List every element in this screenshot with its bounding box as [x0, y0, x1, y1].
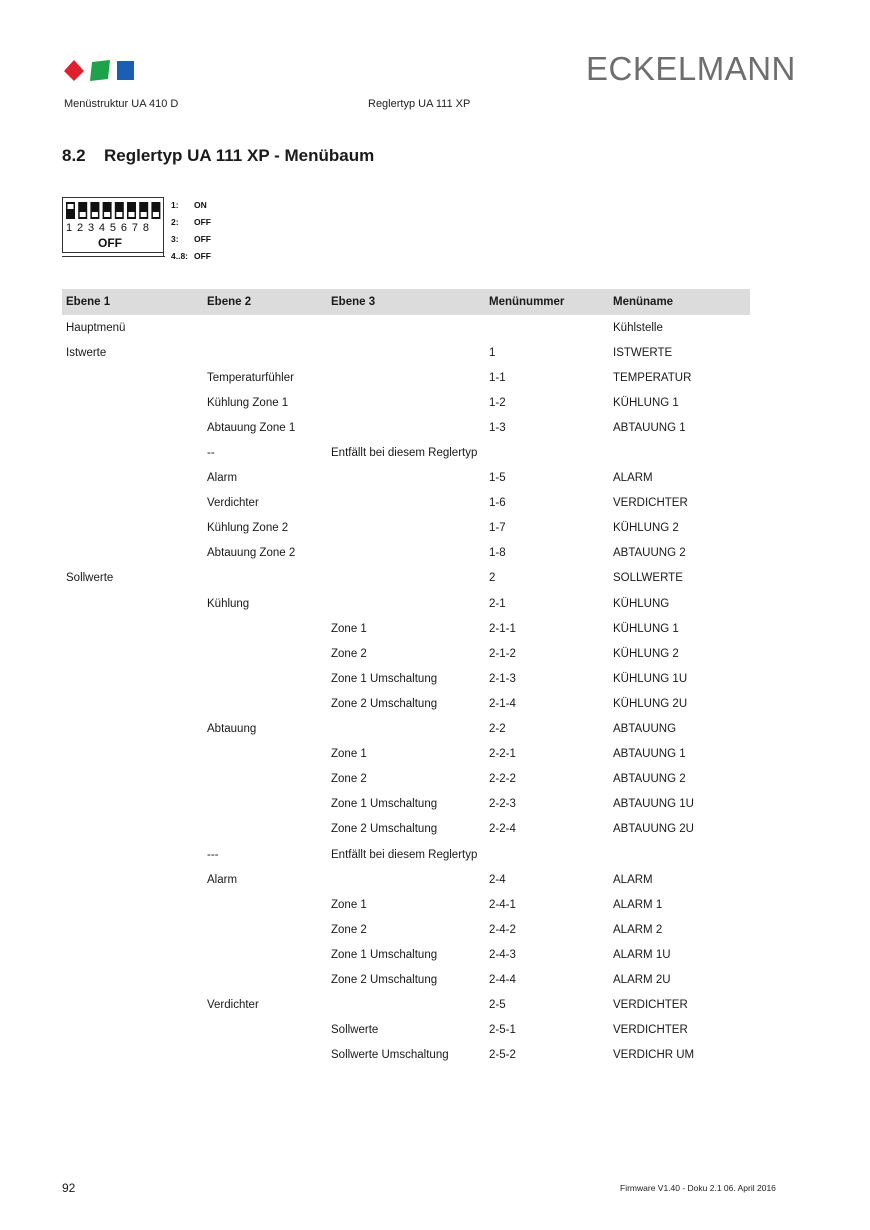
dip-legend-value: OFF — [194, 251, 211, 261]
logo-blue-square — [117, 61, 134, 80]
table-cell: 1-2 — [489, 396, 506, 409]
table-cell: 2-4-3 — [489, 948, 516, 961]
table-cell: 1 — [489, 346, 496, 359]
dip-legend-value: OFF — [194, 234, 211, 244]
table-row — [62, 541, 750, 566]
table-cell: 2-2-1 — [489, 748, 516, 761]
table-cell: 2-1-1 — [489, 622, 516, 635]
table-cell: 2-5 — [489, 999, 506, 1012]
dip-switch-knob — [80, 212, 86, 217]
dip-legend-key: 3: — [171, 234, 179, 244]
table-cell: 2-4-1 — [489, 898, 516, 911]
table-cell: 2-5-1 — [489, 1024, 516, 1037]
table-row — [62, 767, 750, 792]
table-cell: -- — [207, 447, 215, 460]
table-cell: 2-4-2 — [489, 923, 516, 936]
table-row — [62, 440, 750, 465]
table-cell: TEMPERATUR — [613, 371, 692, 384]
table-row — [62, 340, 750, 365]
table-cell: VERDICHTER — [613, 1024, 688, 1037]
table-cell: Abtauung Zone 1 — [207, 421, 296, 434]
table-cell: ABTAUUNG 1 — [613, 421, 686, 434]
column-header-ebene-1: Ebene 1 — [66, 296, 111, 308]
column-header-menuname: Menüname — [613, 296, 674, 308]
table-cell: ALARM — [613, 472, 653, 485]
dip-legend — [171, 200, 211, 268]
table-cell: 2-4-4 — [489, 973, 516, 986]
table-cell: Alarm — [207, 873, 238, 886]
menu-tree-table — [62, 289, 750, 1068]
table-cell: Zone 2 Umschaltung — [331, 823, 438, 836]
dip-legend-row — [171, 217, 211, 234]
table-row — [62, 942, 750, 967]
table-row — [62, 817, 750, 842]
table-cell: Zone 1 — [331, 898, 367, 911]
dip-switch-state-label: OFF — [98, 236, 122, 250]
table-cell: 2-1-2 — [489, 647, 516, 660]
brand-wordmark: ECKELMANN — [586, 50, 796, 87]
dip-switch-knob — [129, 212, 135, 217]
table-cell: Alarm — [207, 472, 238, 485]
table-cell: Kühlung Zone 2 — [207, 522, 289, 535]
table-row — [62, 516, 750, 541]
table-cell: ALARM — [613, 873, 653, 886]
table-cell: Entfällt bei diesem Reglertyp — [331, 848, 478, 861]
dip-divider — [163, 197, 164, 257]
table-row — [62, 415, 750, 440]
table-cell: ALARM 2 — [613, 923, 663, 936]
table-cell: --- — [207, 848, 219, 861]
table-row — [62, 1043, 750, 1068]
section-heading — [62, 146, 374, 166]
table-cell: ABTAUUNG 1 — [613, 748, 686, 761]
table-cell: Zone 2 Umschaltung — [331, 697, 438, 710]
section-number: 8.2 — [62, 146, 86, 165]
table-row — [62, 892, 750, 917]
table-cell: Zone 2 Umschaltung — [331, 973, 438, 986]
table-cell: KÜHLUNG 1U — [613, 672, 688, 685]
table-cell: 1-7 — [489, 522, 506, 535]
table-cell: Sollwerte — [331, 1024, 379, 1037]
logo-red-diamond — [64, 60, 84, 81]
table-cell: Abtauung — [207, 723, 257, 736]
dip-legend-value: ON — [194, 200, 207, 210]
dip-switch-numbers: 1 2 3 4 5 6 7 8 — [66, 222, 150, 234]
table-cell: 1-1 — [489, 371, 506, 384]
table-cell: ALARM 2U — [613, 973, 671, 986]
column-header-menunummer: Menünummer — [489, 296, 565, 308]
dip-legend-row — [171, 234, 211, 251]
table-cell: Zone 1 Umschaltung — [331, 798, 438, 811]
table-cell: VERDICHR UM — [613, 1049, 695, 1062]
table-cell: Zone 2 — [331, 923, 367, 936]
page-number: 92 — [62, 1181, 76, 1195]
table-row — [62, 491, 750, 516]
footer-firmware-info: Firmware V1.40 - Doku 2.1 06. April 2016 — [620, 1183, 776, 1193]
dip-legend-row — [171, 251, 211, 268]
dip-switch-knob — [116, 212, 122, 217]
table-cell: 1-5 — [489, 472, 506, 485]
table-cell: ABTAUUNG 1U — [613, 798, 694, 811]
table-row — [62, 917, 750, 942]
table-cell: Hauptmenü — [66, 321, 126, 334]
table-cell: 2-1-4 — [489, 697, 516, 710]
table-row — [62, 842, 750, 867]
table-cell: Kühlstelle — [613, 321, 663, 334]
table-cell: ALARM 1 — [613, 898, 663, 911]
dip-switch-knob — [68, 204, 74, 209]
dip-legend-key: 2: — [171, 217, 179, 227]
table-cell: 2-4 — [489, 873, 506, 886]
table-cell: SOLLWERTE — [613, 572, 683, 585]
table-cell: Zone 1 Umschaltung — [331, 948, 438, 961]
table-cell: ABTAUUNG 2U — [613, 823, 694, 836]
dip-legend-key: 1: — [171, 200, 179, 210]
table-cell: Zone 2 — [331, 647, 367, 660]
table-cell: KÜHLUNG 2 — [613, 647, 679, 660]
column-header-ebene-2: Ebene 2 — [207, 296, 252, 308]
table-row — [62, 691, 750, 716]
dip-switch-knob — [153, 212, 159, 217]
header-controller-type: Reglertyp UA 111 XP — [368, 98, 471, 110]
table-cell: 2-2-4 — [489, 823, 516, 836]
table-row — [62, 792, 750, 817]
dip-switch-icon — [65, 201, 165, 221]
table-cell: Abtauung Zone 2 — [207, 547, 296, 560]
table-cell: Sollwerte — [66, 572, 114, 585]
table-cell: 2-2-2 — [489, 773, 516, 786]
table-cell: Zone 2 — [331, 773, 367, 786]
table-cell: 1-6 — [489, 497, 506, 510]
table-row — [62, 666, 750, 691]
table-cell: 1-3 — [489, 421, 506, 434]
table-body — [62, 315, 750, 1068]
dip-legend-row — [171, 200, 211, 217]
table-header-row — [62, 289, 750, 315]
table-cell: VERDICHTER — [613, 497, 688, 510]
table-cell: ABTAUUNG 2 — [613, 773, 686, 786]
table-cell: Zone 1 — [331, 622, 367, 635]
table-row — [62, 717, 750, 742]
table-cell: VERDICHTER — [613, 999, 688, 1012]
table-row — [62, 566, 750, 591]
column-header-ebene-3: Ebene 3 — [331, 296, 376, 308]
table-cell: 2-1 — [489, 597, 506, 610]
dip-legend-value: OFF — [194, 217, 211, 227]
table-cell: 2-1-3 — [489, 672, 516, 685]
dip-legend-key: 4..8: — [171, 251, 189, 261]
table-cell: Zone 1 — [331, 748, 367, 761]
table-row — [62, 993, 750, 1018]
table-row — [62, 315, 750, 340]
logo-green-square — [90, 60, 110, 81]
dip-switch-knob — [92, 212, 98, 217]
eckelmann-logo-icon — [62, 57, 136, 83]
table-cell: 1-8 — [489, 547, 506, 560]
table-cell: KÜHLUNG — [613, 597, 670, 610]
table-cell: KÜHLUNG 2U — [613, 697, 688, 710]
table-cell: Istwerte — [66, 346, 107, 359]
table-cell: KÜHLUNG 1 — [613, 396, 679, 409]
table-row — [62, 1018, 750, 1043]
table-cell: Kühlung — [207, 597, 250, 610]
table-cell: KÜHLUNG 1 — [613, 622, 679, 635]
table-row — [62, 867, 750, 892]
dip-underline — [62, 256, 165, 257]
table-cell: ABTAUUNG 2 — [613, 547, 686, 560]
table-cell: ALARM 1U — [613, 948, 671, 961]
table-row — [62, 591, 750, 616]
table-row — [62, 616, 750, 641]
dip-switch-knob — [104, 212, 110, 217]
table-cell: ABTAUUNG — [613, 723, 677, 736]
table-cell: 2-2 — [489, 723, 506, 736]
table-row — [62, 742, 750, 767]
table-cell: 2-5-2 — [489, 1049, 516, 1062]
dip-switch-diagram — [62, 197, 164, 253]
table-cell: Verdichter — [207, 999, 259, 1012]
table-row — [62, 641, 750, 666]
table-cell: ISTWERTE — [613, 346, 673, 359]
header-document-title: Menüstruktur UA 410 D — [64, 98, 179, 110]
table-cell: 2 — [489, 572, 496, 585]
table-cell: KÜHLUNG 2 — [613, 522, 679, 535]
table-cell: Entfällt bei diesem Reglertyp — [331, 447, 478, 460]
table-cell: Sollwerte Umschaltung — [331, 1049, 449, 1062]
section-title: Reglertyp UA 111 XP - Menübaum — [104, 146, 375, 165]
dip-switch-knob — [141, 212, 147, 217]
table-row — [62, 390, 750, 415]
table-cell: Temperaturfühler — [207, 371, 294, 384]
table-cell: Verdichter — [207, 497, 259, 510]
table-row — [62, 365, 750, 390]
table-row — [62, 967, 750, 992]
table-cell: Zone 1 Umschaltung — [331, 672, 438, 685]
table-row — [62, 466, 750, 491]
table-cell: Kühlung Zone 1 — [207, 396, 289, 409]
table-cell: 2-2-3 — [489, 798, 516, 811]
